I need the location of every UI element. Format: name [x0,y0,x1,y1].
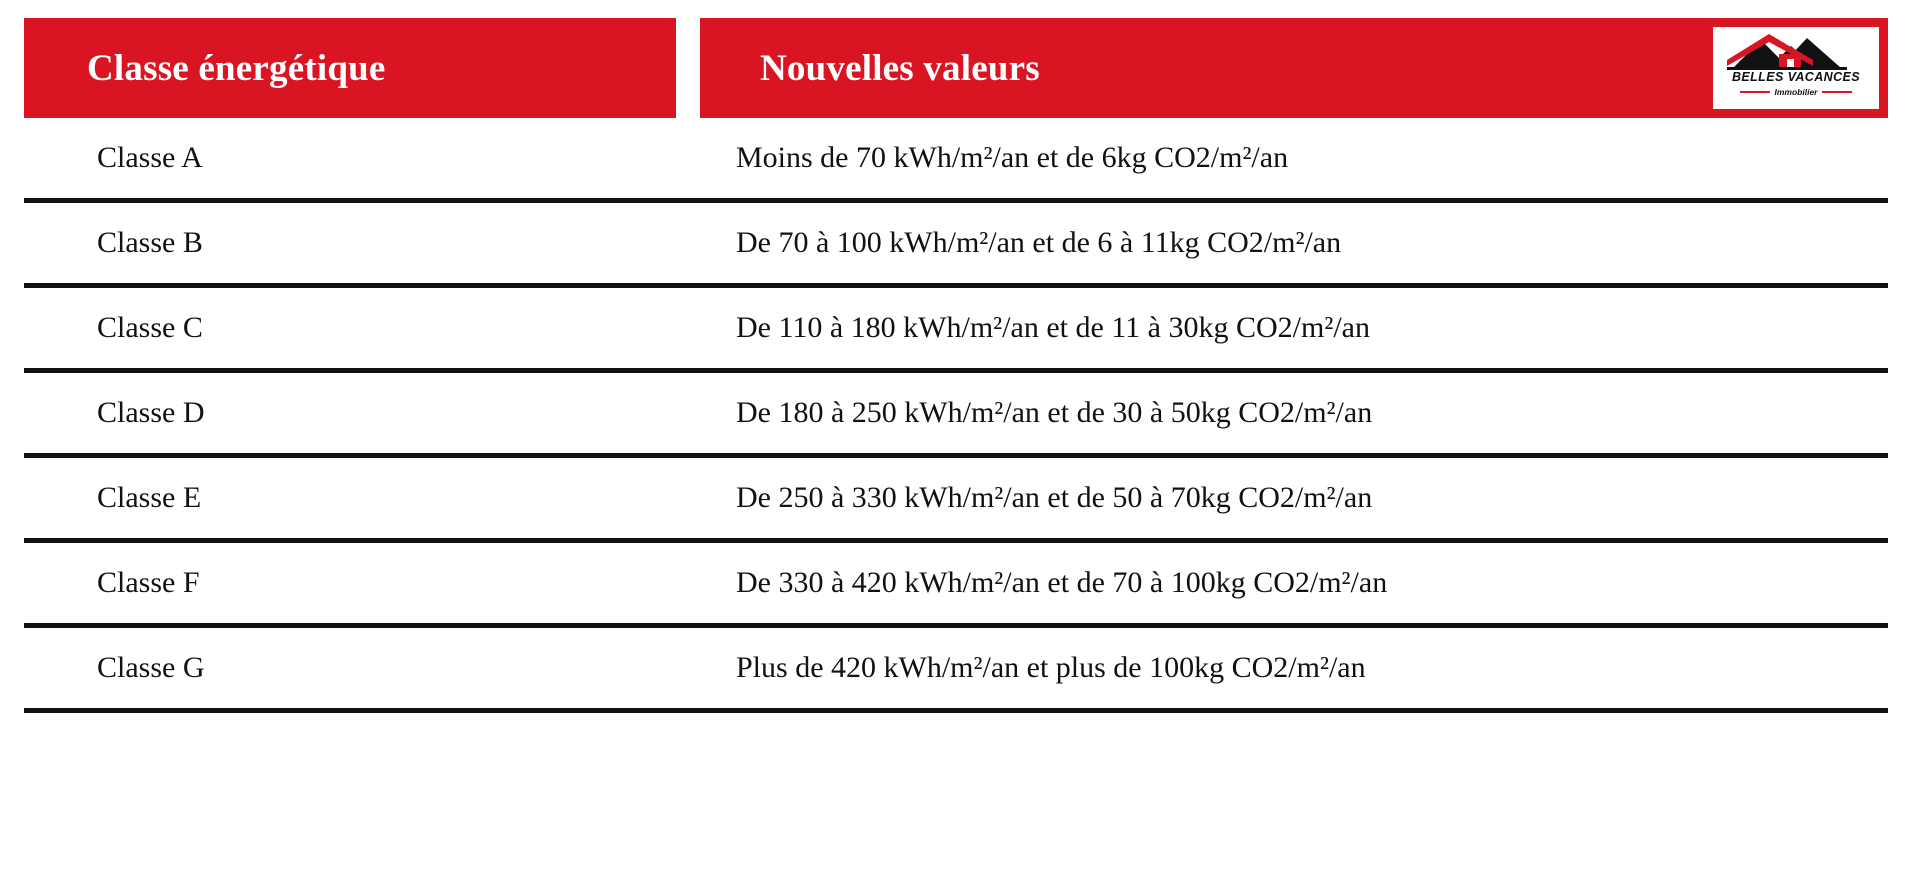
brand-logo-subtitle: Immobilier [1774,86,1818,97]
row-class-label: Classe B [97,226,203,259]
table-row [24,203,1888,288]
brand-logo-name: BELLES VACANCES [1731,70,1860,84]
table-header-values [700,18,1888,118]
row-class-label: Classe G [97,651,205,684]
row-values-label: De 250 à 330 kWh/m²/an et de 50 à 70kg CO2/m²/an [736,481,1373,514]
brand-logo [1710,24,1882,112]
row-class-label: Classe E [97,481,202,514]
row-class-label: Classe D [97,396,205,429]
row-values-label: Moins de 70 kWh/m²/an et de 6kg CO2/m²/an [736,141,1289,174]
table-row [24,373,1888,458]
row-values-label: De 180 à 250 kWh/m²/an et de 30 à 50kg CO2/m²/an [736,396,1373,429]
row-values-label: De 330 à 420 kWh/m²/an et de 70 à 100kg CO2/m²/an [736,566,1388,599]
table-row [24,458,1888,543]
table-row [24,118,1888,203]
logo-rule-right [1822,91,1852,93]
row-class-label: Classe C [97,311,203,344]
row-values-label: Plus de 420 kWh/m²/an et plus de 100kg CO2/m²/an [736,651,1366,684]
row-class-label: Classe F [97,566,200,599]
table-row [24,288,1888,373]
table-header-row [24,18,1888,118]
row-values-label: De 110 à 180 kWh/m²/an et de 11 à 30kg CO2/m²/an [736,311,1370,344]
row-values-label: De 70 à 100 kWh/m²/an et de 6 à 11kg CO2/m²/an [736,226,1342,259]
row-class-label: Classe A [97,141,203,174]
table-header-class [24,18,676,118]
brand-logo-subtitle-wrap [1713,88,1879,97]
table-header-values-label: Nouvelles valeurs [760,47,1040,89]
table-row [24,543,1888,628]
table-header-class-label: Classe énergétique [87,47,386,89]
table-body [24,118,1888,713]
house-mountain-icon [1721,30,1871,70]
logo-rule-left [1740,91,1770,93]
table-row [24,628,1888,713]
